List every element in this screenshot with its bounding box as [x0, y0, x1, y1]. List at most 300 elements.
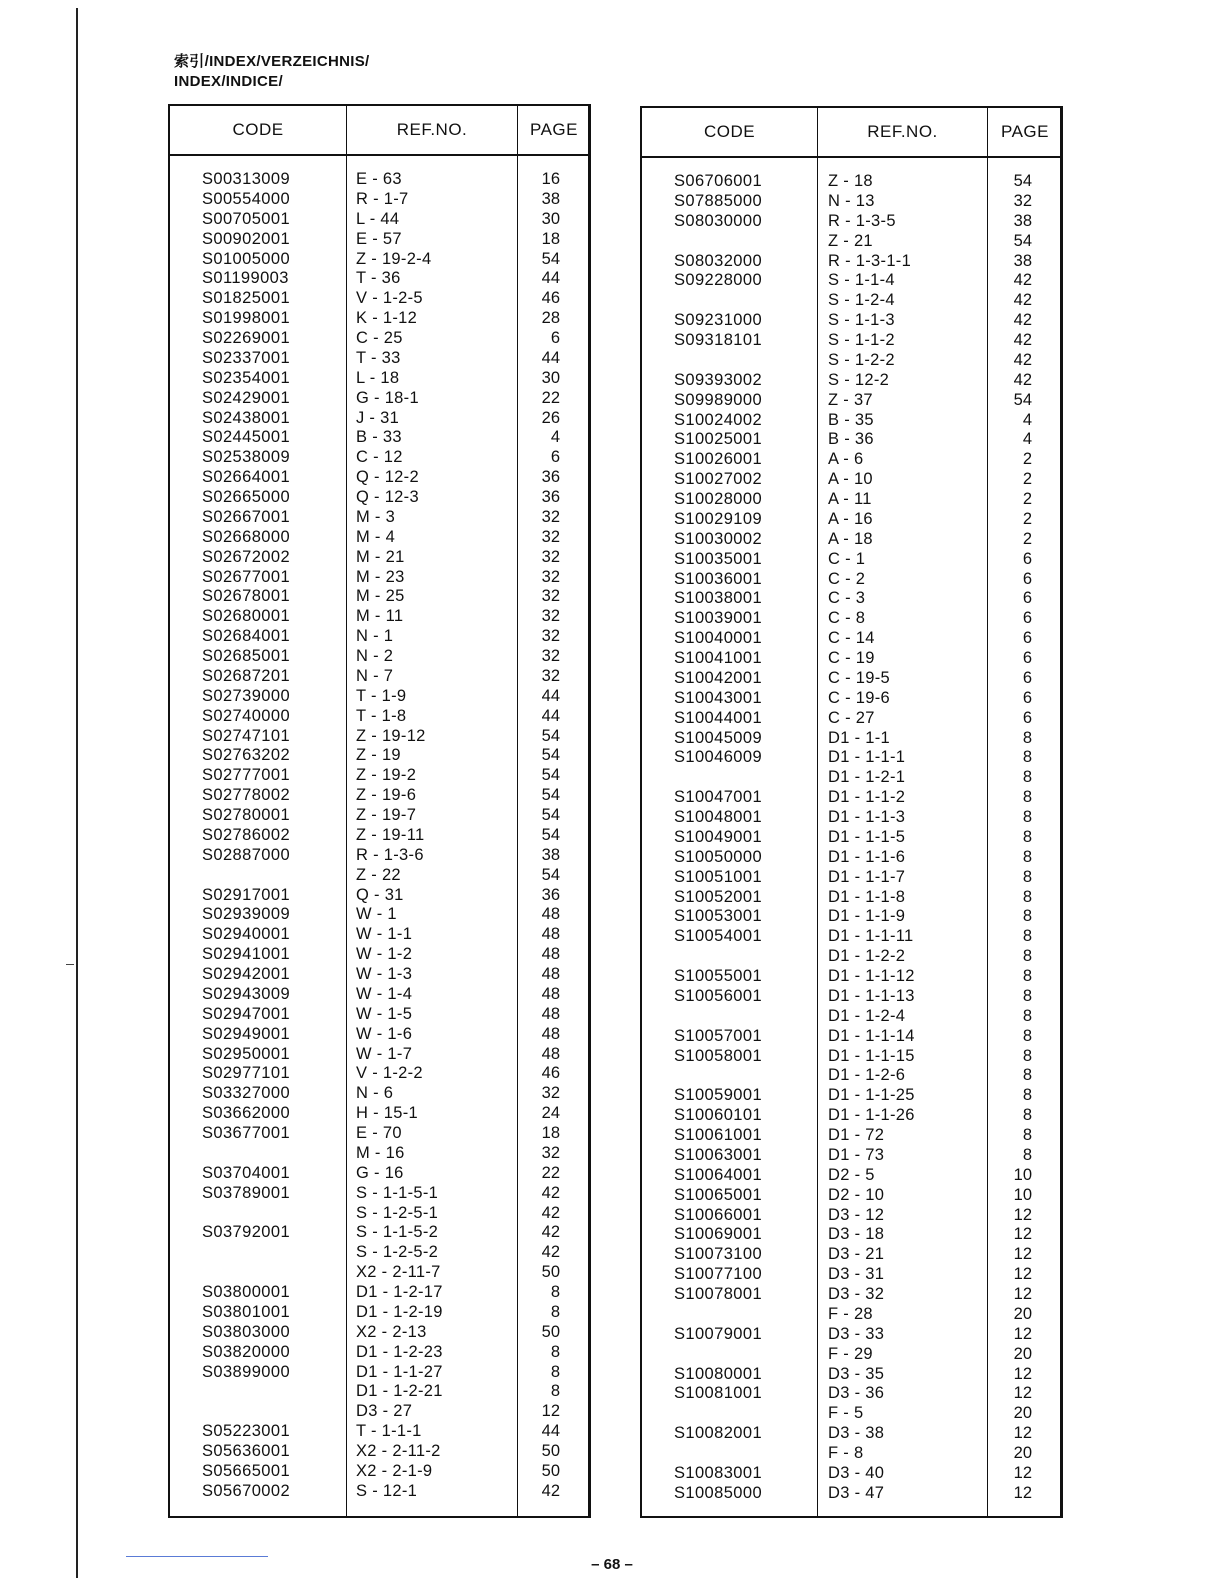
table-row	[170, 1303, 588, 1323]
page-cell: 54	[541, 766, 560, 785]
code-cell: S10042001	[674, 668, 763, 687]
page-cell: 6	[1022, 708, 1032, 727]
code-cell: S10044001	[674, 708, 763, 727]
code-cell: S10048001	[674, 808, 763, 826]
page-cell: 8	[550, 1302, 560, 1321]
table-row	[642, 748, 1060, 768]
code-cell: S03704001	[202, 1163, 291, 1182]
table-row	[170, 1184, 588, 1204]
table-row	[642, 430, 1060, 450]
table-row	[170, 647, 588, 667]
ref-no-cell: Z - 18	[828, 172, 873, 190]
ref-no-cell: C - 14	[828, 629, 875, 648]
ref-no-cell: D1 - 1-1-11	[828, 927, 914, 946]
table-row	[642, 768, 1060, 788]
code-cell: S03803000	[202, 1322, 291, 1341]
table-row	[642, 729, 1060, 749]
ref-no-cell: D3 - 38	[828, 1424, 885, 1443]
page-cell: 8	[1022, 827, 1032, 846]
table-row	[170, 886, 588, 906]
page-cell: 54	[1013, 231, 1032, 250]
code-cell: S09318101	[674, 331, 763, 349]
code-cell: S02941001	[202, 945, 291, 964]
table-row	[170, 190, 588, 210]
page-cell: 2	[1022, 509, 1032, 528]
page-cell: 54	[541, 786, 560, 805]
page-cell: 42	[1013, 311, 1032, 330]
table-row	[642, 411, 1060, 431]
ref-no-cell: W - 1-1	[356, 925, 413, 944]
code-cell: S02949001	[202, 1024, 291, 1043]
page-cell: 8	[1022, 1046, 1032, 1065]
page-cell: 54	[541, 806, 560, 824]
code-cell: S03789001	[202, 1183, 291, 1202]
page-cell: 2	[1022, 450, 1032, 469]
code-cell: S01825001	[202, 289, 291, 308]
page-cell: 54	[1013, 172, 1032, 190]
ref-no-cell: D1 - 1-2-2	[828, 947, 906, 966]
table-row	[170, 667, 588, 687]
ref-no-cell: D1 - 1-2-4	[828, 1006, 906, 1025]
page-cell: 42	[541, 1203, 560, 1222]
code-cell: S10059001	[674, 1086, 763, 1105]
code-cell: S02665000	[202, 488, 291, 506]
ref-no-cell: D1 - 1-1-3	[828, 808, 906, 826]
ref-no-cell: N - 13	[828, 191, 875, 210]
page-cell: 50	[541, 1322, 560, 1341]
table-row	[642, 1285, 1060, 1305]
page-cell: 30	[541, 209, 560, 228]
code-cell: S03662000	[202, 1104, 291, 1123]
ref-no-cell: X2 - 2-1-9	[356, 1461, 433, 1480]
page-cell: 42	[541, 1223, 560, 1242]
table-row	[642, 371, 1060, 391]
page-cell: 50	[541, 1461, 560, 1480]
table-row	[642, 530, 1060, 550]
page-cell: 6	[1022, 589, 1032, 608]
code-cell: S10047001	[674, 788, 763, 807]
ref-no-cell: Z - 37	[828, 390, 873, 409]
page-cell: 8	[1022, 947, 1032, 966]
page-cell: 8	[1022, 808, 1032, 826]
table-row	[170, 568, 588, 588]
table-row	[642, 1007, 1060, 1027]
page-cell: 6	[1022, 609, 1032, 628]
page-cell: 54	[541, 865, 560, 884]
code-cell: S07885000	[674, 191, 763, 210]
header-code: CODE	[232, 120, 284, 139]
table-row	[642, 1206, 1060, 1226]
table-row	[170, 766, 588, 786]
page-cell: 6	[550, 329, 560, 347]
page-cell: 48	[541, 925, 560, 944]
page-cell: 32	[541, 627, 560, 646]
ref-no-cell: A - 18	[828, 529, 873, 548]
code-cell: S02950001	[202, 1044, 291, 1063]
page-cell: 2	[1022, 529, 1032, 548]
table-row	[170, 985, 588, 1005]
table-body	[642, 172, 1060, 1504]
table-row	[642, 192, 1060, 212]
table-row	[642, 570, 1060, 590]
page-cell: 12	[1013, 1205, 1032, 1224]
page-cell: 12	[1013, 1285, 1032, 1303]
page-cell: 6	[1022, 569, 1032, 588]
page-cell: 10	[1013, 1165, 1032, 1184]
page-cell: 8	[1022, 788, 1032, 807]
page-cell: 48	[541, 1044, 560, 1063]
page-cell: 42	[1013, 291, 1032, 310]
table-row	[642, 212, 1060, 232]
page-cell: 42	[541, 1183, 560, 1202]
table-row	[170, 1164, 588, 1184]
ref-no-cell: W - 1-2	[356, 945, 413, 964]
ref-no-cell: E - 70	[356, 1124, 402, 1142]
code-cell: S10038001	[674, 589, 763, 608]
page-cell: 44	[541, 706, 560, 725]
ref-no-cell: D1 - 1-2-6	[828, 1066, 906, 1085]
code-cell: S10080001	[674, 1364, 763, 1383]
table-row	[642, 490, 1060, 510]
page-cell: 28	[541, 309, 560, 328]
table-row	[170, 607, 588, 627]
table-row	[642, 1146, 1060, 1166]
table-row	[642, 1464, 1060, 1484]
code-cell: S02780001	[202, 806, 291, 824]
table-row	[642, 1384, 1060, 1404]
table-row	[170, 806, 588, 826]
code-cell: S10064001	[674, 1165, 763, 1184]
page-cell: 48	[541, 1024, 560, 1043]
code-cell: S10051001	[674, 867, 763, 886]
page-cell: 6	[550, 448, 560, 467]
code-cell: S05223001	[202, 1422, 291, 1441]
ref-no-cell: Z - 19-11	[356, 825, 425, 844]
table-row	[642, 311, 1060, 331]
page-cell: 48	[541, 905, 560, 924]
page-cell: 46	[541, 1064, 560, 1083]
table-row	[642, 450, 1060, 470]
page-cell: 50	[541, 1263, 560, 1282]
ref-no-cell: Z - 19-6	[356, 786, 417, 805]
page-cell: 32	[541, 647, 560, 665]
code-cell: S10040001	[674, 629, 763, 648]
table-row	[642, 331, 1060, 351]
ref-no-cell: D3 - 33	[828, 1324, 885, 1343]
header-page: PAGE	[530, 120, 578, 139]
ref-no-cell: S - 1-1-5-2	[356, 1223, 439, 1242]
table-row	[170, 1144, 588, 1164]
ref-no-cell: D1 - 1-1-5	[828, 827, 906, 846]
page-cell: 8	[1022, 768, 1032, 787]
page-cell: 32	[541, 547, 560, 566]
ref-no-cell: X2 - 2-13	[356, 1322, 427, 1341]
page-cell: 42	[1013, 331, 1032, 349]
table-row	[170, 1323, 588, 1343]
table-row	[170, 1402, 588, 1422]
table-row	[642, 391, 1060, 411]
code-cell: S02940001	[202, 925, 291, 944]
ref-no-cell: S - 1-1-3	[828, 311, 895, 330]
ref-no-cell: D1 - 1-1-13	[828, 986, 915, 1005]
table-row	[170, 250, 588, 270]
ref-no-cell: D3 - 12	[828, 1205, 885, 1224]
ref-no-cell: N - 6	[356, 1084, 394, 1103]
table-row	[642, 550, 1060, 570]
page-cell: 48	[541, 1004, 560, 1023]
page-cell: 32	[541, 567, 560, 586]
table-row	[642, 1325, 1060, 1345]
code-cell: S10083001	[674, 1463, 763, 1482]
ref-no-cell: D3 - 36	[828, 1384, 885, 1403]
code-cell: S10081001	[674, 1384, 763, 1403]
table-row	[170, 1363, 588, 1383]
page-cell: 36	[541, 885, 560, 904]
code-cell: S10035001	[674, 549, 763, 568]
ref-no-cell: D1 - 1-1	[828, 728, 891, 747]
page-cell: 54	[541, 249, 560, 268]
page-cell: 8	[550, 1283, 560, 1301]
binding-margin-line	[76, 8, 78, 1578]
code-cell: S08032000	[674, 251, 763, 270]
header-ref-no: REF.NO.	[396, 120, 468, 139]
table-row	[170, 1204, 588, 1224]
page-cell: 18	[541, 1124, 560, 1142]
code-cell: S10058001	[674, 1046, 763, 1065]
code-cell: S10025001	[674, 430, 763, 449]
ref-no-cell: D1 - 1-2-23	[356, 1342, 443, 1361]
table-row	[642, 689, 1060, 709]
code-cell: S10055001	[674, 967, 763, 985]
index-header	[174, 52, 370, 92]
page-cell: 8	[1022, 1066, 1032, 1085]
page-cell: 48	[541, 945, 560, 964]
ref-no-cell: S - 1-1-5-1	[356, 1183, 439, 1202]
ref-no-cell: S - 1-1-2	[828, 331, 895, 349]
ref-no-cell: V - 1-2-2	[356, 1064, 423, 1083]
table-row	[170, 727, 588, 747]
page-cell: 12	[1013, 1364, 1032, 1383]
ref-no-cell: D1 - 1-1-8	[828, 887, 906, 906]
table-row	[642, 709, 1060, 729]
page-cell: 44	[541, 348, 560, 367]
code-cell: S10054001	[674, 927, 763, 946]
code-cell: S10056001	[674, 986, 763, 1005]
table-row	[170, 488, 588, 508]
ref-no-cell: M - 4	[356, 527, 396, 546]
code-cell: S02664001	[202, 468, 291, 487]
page-cell: 26	[541, 408, 560, 427]
table-row	[170, 1124, 588, 1144]
ref-no-cell: Z - 21	[828, 231, 873, 250]
code-cell: S10036001	[674, 569, 763, 588]
page-cell: 12	[1013, 1265, 1032, 1284]
code-cell: S02777001	[202, 766, 291, 785]
page-cell: 32	[541, 666, 560, 685]
ref-no-cell: S - 12-2	[828, 370, 890, 389]
table-row	[642, 1245, 1060, 1265]
code-cell: S10085000	[674, 1483, 763, 1502]
ref-no-cell: W - 1-4	[356, 984, 413, 1003]
ref-no-cell: A - 16	[828, 509, 873, 528]
table-row	[170, 707, 588, 727]
code-cell: S10066001	[674, 1205, 763, 1224]
code-cell: S05670002	[202, 1481, 291, 1500]
page-cell: 32	[541, 607, 560, 626]
page-cell: 54	[541, 825, 560, 844]
page-cell: 42	[1013, 271, 1032, 290]
header-page: PAGE	[1001, 122, 1049, 141]
ref-no-cell: Z - 19-7	[356, 806, 417, 824]
header-line-2: INDEX/INDICE/	[174, 73, 283, 90]
table-row	[170, 1482, 588, 1502]
page-cell: 32	[541, 1143, 560, 1162]
ref-no-cell: H - 15-1	[356, 1104, 419, 1123]
table-row	[642, 1225, 1060, 1245]
code-cell: S05665001	[202, 1461, 291, 1480]
code-cell: S10024002	[674, 410, 763, 429]
page-cell: 4	[1022, 430, 1032, 449]
table-row	[170, 1283, 588, 1303]
page-cell: 38	[1013, 251, 1032, 270]
ref-no-cell: Z - 19-12	[356, 726, 426, 745]
table-row	[642, 669, 1060, 689]
page-cell: 32	[541, 1084, 560, 1103]
page-cell: 32	[541, 507, 560, 526]
code-cell: S10052001	[674, 887, 763, 906]
ref-no-cell: C - 19	[828, 649, 875, 667]
ref-no-cell: T - 1-9	[356, 686, 407, 705]
page-cell: 20	[1013, 1344, 1032, 1363]
table-row	[170, 409, 588, 429]
table-row	[170, 627, 588, 647]
ref-no-cell: D1 - 1-1-2	[828, 788, 906, 807]
ref-no-cell: D1 - 1-1-7	[828, 867, 906, 886]
ref-no-cell: D2 - 5	[828, 1165, 875, 1184]
ref-no-cell: D1 - 1-1-26	[828, 1106, 915, 1125]
ref-no-cell: R - 1-3-6	[356, 845, 424, 864]
code-cell: S10050000	[674, 847, 763, 866]
table-row	[170, 1442, 588, 1462]
table-row	[642, 1365, 1060, 1385]
page-cell: 4	[550, 428, 560, 447]
ref-no-cell: M - 16	[356, 1143, 405, 1162]
table-row	[642, 649, 1060, 669]
table-row	[170, 925, 588, 945]
page-number: – 68 –	[591, 1556, 633, 1573]
ref-no-cell: W - 1	[356, 905, 397, 924]
page-cell: 8	[1022, 1026, 1032, 1045]
table-row	[642, 927, 1060, 947]
table-row	[642, 1047, 1060, 1067]
ref-no-cell: Z - 19-2-4	[356, 249, 432, 268]
ref-no-cell: C - 25	[356, 329, 403, 347]
table-row	[642, 1027, 1060, 1047]
code-cell: S10077100	[674, 1265, 763, 1284]
code-cell: S01998001	[202, 309, 291, 328]
table-row	[170, 1223, 588, 1243]
table-row	[170, 1104, 588, 1124]
page-cell: 12	[1013, 1483, 1032, 1502]
table-row	[170, 786, 588, 806]
ref-no-cell: C - 3	[828, 589, 866, 608]
ref-no-cell: D3 - 18	[828, 1225, 885, 1244]
table-row	[170, 528, 588, 548]
ref-no-cell: N - 7	[356, 666, 394, 685]
table-row	[170, 846, 588, 866]
ref-no-cell: D1 - 1-1-15	[828, 1046, 915, 1065]
table-row	[170, 448, 588, 468]
table-row	[642, 589, 1060, 609]
ref-no-cell: R - 1-3-1-1	[828, 251, 912, 270]
table-row	[170, 289, 588, 309]
table-row	[170, 1263, 588, 1283]
ref-no-cell: Z - 19-2	[356, 766, 417, 785]
page-cell: 54	[1013, 390, 1032, 409]
ref-no-cell: Z - 22	[356, 865, 401, 884]
page-cell: 48	[541, 965, 560, 983]
ref-no-cell: R - 1-3-5	[828, 211, 896, 230]
ref-no-cell: E - 57	[356, 229, 402, 248]
ref-no-cell: T - 1-1-1	[356, 1422, 422, 1441]
ref-no-cell: C - 27	[828, 708, 875, 727]
page-cell: 22	[541, 1163, 560, 1182]
ref-no-cell: D2 - 10	[828, 1185, 885, 1204]
code-cell: S02337001	[202, 348, 291, 367]
ref-no-cell: W - 1-3	[356, 965, 413, 983]
table-row	[170, 468, 588, 488]
ref-no-cell: F - 5	[828, 1404, 864, 1423]
page-cell: 8	[1022, 887, 1032, 906]
ref-no-cell: N - 1	[356, 627, 394, 646]
code-cell: S02438001	[202, 408, 291, 427]
code-cell: S02747101	[202, 726, 291, 745]
table-body	[170, 170, 588, 1502]
ref-no-cell: C - 12	[356, 448, 403, 467]
code-cell: S10028000	[674, 490, 763, 508]
table-row	[642, 232, 1060, 252]
code-cell: S00705001	[202, 209, 291, 228]
ref-no-cell: D3 - 27	[356, 1402, 413, 1421]
ref-no-cell: N - 2	[356, 647, 394, 665]
page-cell: 8	[550, 1362, 560, 1381]
code-cell: S02778002	[202, 786, 291, 805]
table-row	[170, 746, 588, 766]
header-code: CODE	[703, 122, 756, 141]
table-row	[642, 1126, 1060, 1146]
table-row	[170, 1382, 588, 1402]
ref-no-cell: T - 36	[356, 269, 401, 288]
page-cell: 8	[550, 1342, 560, 1361]
table-header	[170, 106, 588, 156]
code-cell: S10057001	[674, 1026, 763, 1045]
code-cell: S02672002	[202, 547, 291, 566]
page-cell: 46	[541, 289, 560, 308]
page-cell: 30	[541, 368, 560, 387]
code-cell: S00313009	[202, 170, 291, 188]
ref-no-cell: R - 1-7	[356, 189, 409, 208]
ref-no-cell: M - 3	[356, 507, 396, 526]
table-row	[642, 967, 1060, 987]
page-cell: 54	[541, 726, 560, 745]
code-cell: S10053001	[674, 907, 763, 926]
ref-no-cell: X2 - 2-11-2	[356, 1442, 441, 1460]
table-row	[642, 1265, 1060, 1285]
ref-no-cell: X2 - 2-11-7	[356, 1263, 441, 1282]
table-row	[642, 888, 1060, 908]
code-cell: S05636001	[202, 1442, 291, 1460]
table-row	[170, 269, 588, 289]
